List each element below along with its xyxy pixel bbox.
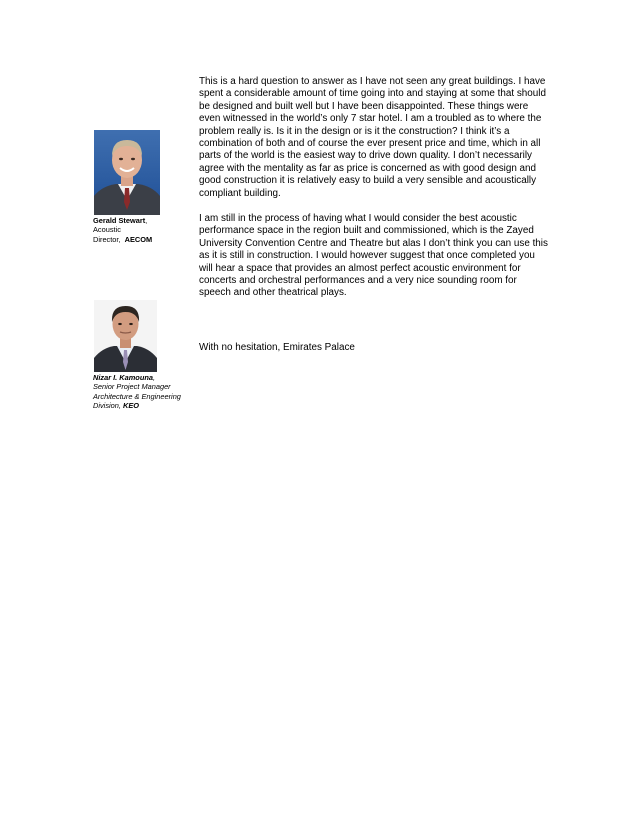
portrait-photo-icon: [94, 130, 160, 215]
stewart-answer-paragraph-1: [199, 76, 551, 200]
respondent-name-line: [93, 216, 193, 225]
respondent-name-line: [93, 373, 203, 382]
respondent-name: Nizar I. Kamouna: [93, 373, 153, 382]
name-suffix: ,: [145, 216, 148, 225]
respondent-title-line2: Architecture & Engineering: [93, 391, 181, 401]
stewart-answer-paragraph-2: [199, 213, 551, 300]
respondent-title-line1: Acoustic: [93, 225, 121, 235]
answer-text: I am still in the process of having what I would consider the best acoustic performance space in the region built and commissioned, which is the Zayed University Convention Centre and Theatre but alas I don’t think you can use this as it is still in construction. I would however suggest that once completed you will hear a space that provides an almost perfect acoustic environment for concerts and orchestral performances and a very nice sounding room for speech and other theatrical plays.: [199, 213, 548, 299]
nizar-kamouna-caption: [93, 373, 203, 411]
respondent-organization: KEO: [123, 401, 140, 411]
kamouna-answer-paragraph-1: [199, 342, 551, 354]
answer-text: This is a hard question to answer as I have not seen any great buildings. I have spent a considerable amount of time going into and staying at some that should be designed and built well but I have been disappointed. These things were even witnessed in the world’s only 7 star hotel. I am a troubled as to where the problem really is. Is it in the design or is it the construction? I think it’s a combination of both and of course the ever present price and time, which in all parts of the world is the easiest way to drive down quality. I don’t necessarily agree with the mentality as far as price is concerned as with good design and good construction it is relatively easy to build a very sensible and acoustically compliant building.: [199, 76, 546, 199]
answer-text: With no hesitation, Emirates Palace: [199, 342, 355, 353]
name-suffix: ,: [152, 373, 156, 382]
nizar-kamouna-photo: [94, 300, 157, 372]
respondent-title-line2: [93, 235, 193, 244]
respondent-title-line3: [93, 401, 203, 410]
title-prefix: Division,: [93, 401, 121, 411]
portrait-photo-icon: [94, 300, 157, 372]
gerald-stewart-photo: [94, 130, 160, 215]
respondent-name: Gerald Stewart: [93, 216, 146, 225]
respondent-title-line1: Senior Project Manager: [93, 382, 171, 392]
respondent-organization: AECOM: [124, 234, 153, 244]
gerald-stewart-caption: [93, 216, 193, 244]
title-prefix: Director,: [93, 234, 121, 244]
